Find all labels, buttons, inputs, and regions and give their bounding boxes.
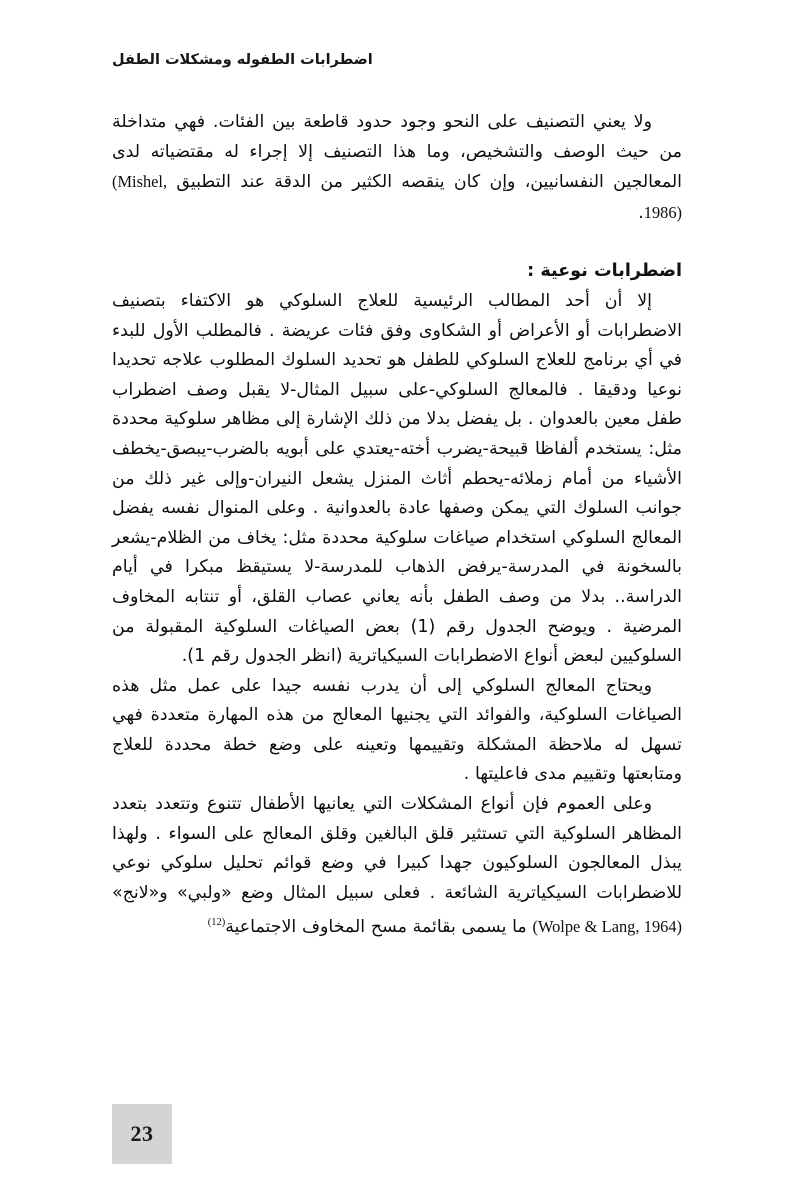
- paragraph-intro-text: ولا يعني التصنيف على النحو وجود حدود قاطعة بين الفئات. فهي متداخلة من حيث الوصف والتشخيص، وما هذا التصنيف إلا إجراء له مقتضياته لدى المعالجين النفسانيين، وإن كان ينقصه الكثير من الدقة عند التطبيق: [112, 112, 683, 193]
- footnote-reference-12: (12): [207, 917, 226, 929]
- paragraph-intro: [112, 108, 682, 228]
- text-column: [112, 108, 682, 943]
- citation-mishel: (Mishel, 1986): [112, 172, 682, 222]
- citation-wolpe-lang: (Wolpe & Lang, 1964): [532, 917, 682, 937]
- section-heading: اضطرابات نوعية :: [527, 261, 682, 282]
- page-number-box: [112, 1104, 172, 1164]
- paragraph-specific-disorders: إلا أن أحد المطالب الرئيسية للعلاج السلوكي هو الاكتفاء بتصنيف الاضطرابات أو الأعراض أو الشكاوى وفق فئات عريضة . فالمطلب الأول للبدء في أي برنامج للعلاج السلوكي للطفل هو تحديد السلوك المطلوب علاجه تحديدا نوعيا ودقيقا . فالمعالج السلوكي-على سبيل المثال-لا يقبل وصف اضطراب طفل معين بالعدوان . بل يفضل بدلا من ذلك الإشارة إلى مظاهر سلوكية محددة مثل: يستخدم ألفاظا قبيحة-يضرب أخته-يعتدي على أبويه بالضرب-يبصق-يخطف الأشياء من أمام زملائه-يحطم أثاث المنزل يشعل النيران-وإلى غير ذلك من جوانب السلوك التي يمكن وصفها عادة بالعدوانية . وعلى المنوال نفسه يفضل المعالج السلوكي استخدام صياغات سلوكية محددة مثل: يخاف من الظلام-يشعر بالسخونة في المدرسة-يرفض الذهاب للمدرسة-لا يستيقظ مبكرا في أيام الدراسة.. بدلا من وصف الطفل بأنه يعاني عصاب القلق، أو تنتابه المخاوف المرضية . ويوضح الجدول رقم (1) بعض الصياغات السلوكية المقبولة من السلوكيين لبعض أنواع الاضطرابات السيكياترية (انظر الجدول رقم 1).: [112, 290, 682, 667]
- paragraph-therapist-training: ويحتاج المعالج السلوكي إلى أن يدرب نفسه جيدا على عمل مثل هذه الصياغات السلوكية، والفوائد التي يجنيها المعالج من هذه المهارة متعددة فهي تسهل له ملاحظة المشكلة وتقييمها وتعينه على وضع خطة محددة للعلاج ومتابعتها وتقييم مدى فاعليتها .: [112, 675, 682, 785]
- page-number: 23: [130, 1121, 154, 1146]
- paragraph-intro-period: .: [638, 202, 644, 223]
- running-header: اضطرابات الطفوله ومشكلات الطفل: [112, 52, 373, 68]
- spacer-before-heading: [112, 228, 682, 257]
- paragraph-general-problems: [112, 790, 682, 943]
- paragraph-general-problems-text: وعلى العموم فإن أنواع المشكلات التي يعانيها الأطفال تتنوع وتتعدد بتعدد المظاهر السلوكية التي تستثير قلق البالغين وقلق المعالج على السواء . ولهذا يبذل المعالجون السلوكيون جهدا كبيرا في وضع قوائم تحليل سلوكي نوعي للاضطرابات السيكياترية الشائعة . فعلى سبيل المثال وضع «ولبي» و«لانج»: [112, 794, 682, 903]
- paragraph-general-problems-tail: ما يسمى بقائمة مسح المخاوف الاجتماعية: [225, 917, 527, 938]
